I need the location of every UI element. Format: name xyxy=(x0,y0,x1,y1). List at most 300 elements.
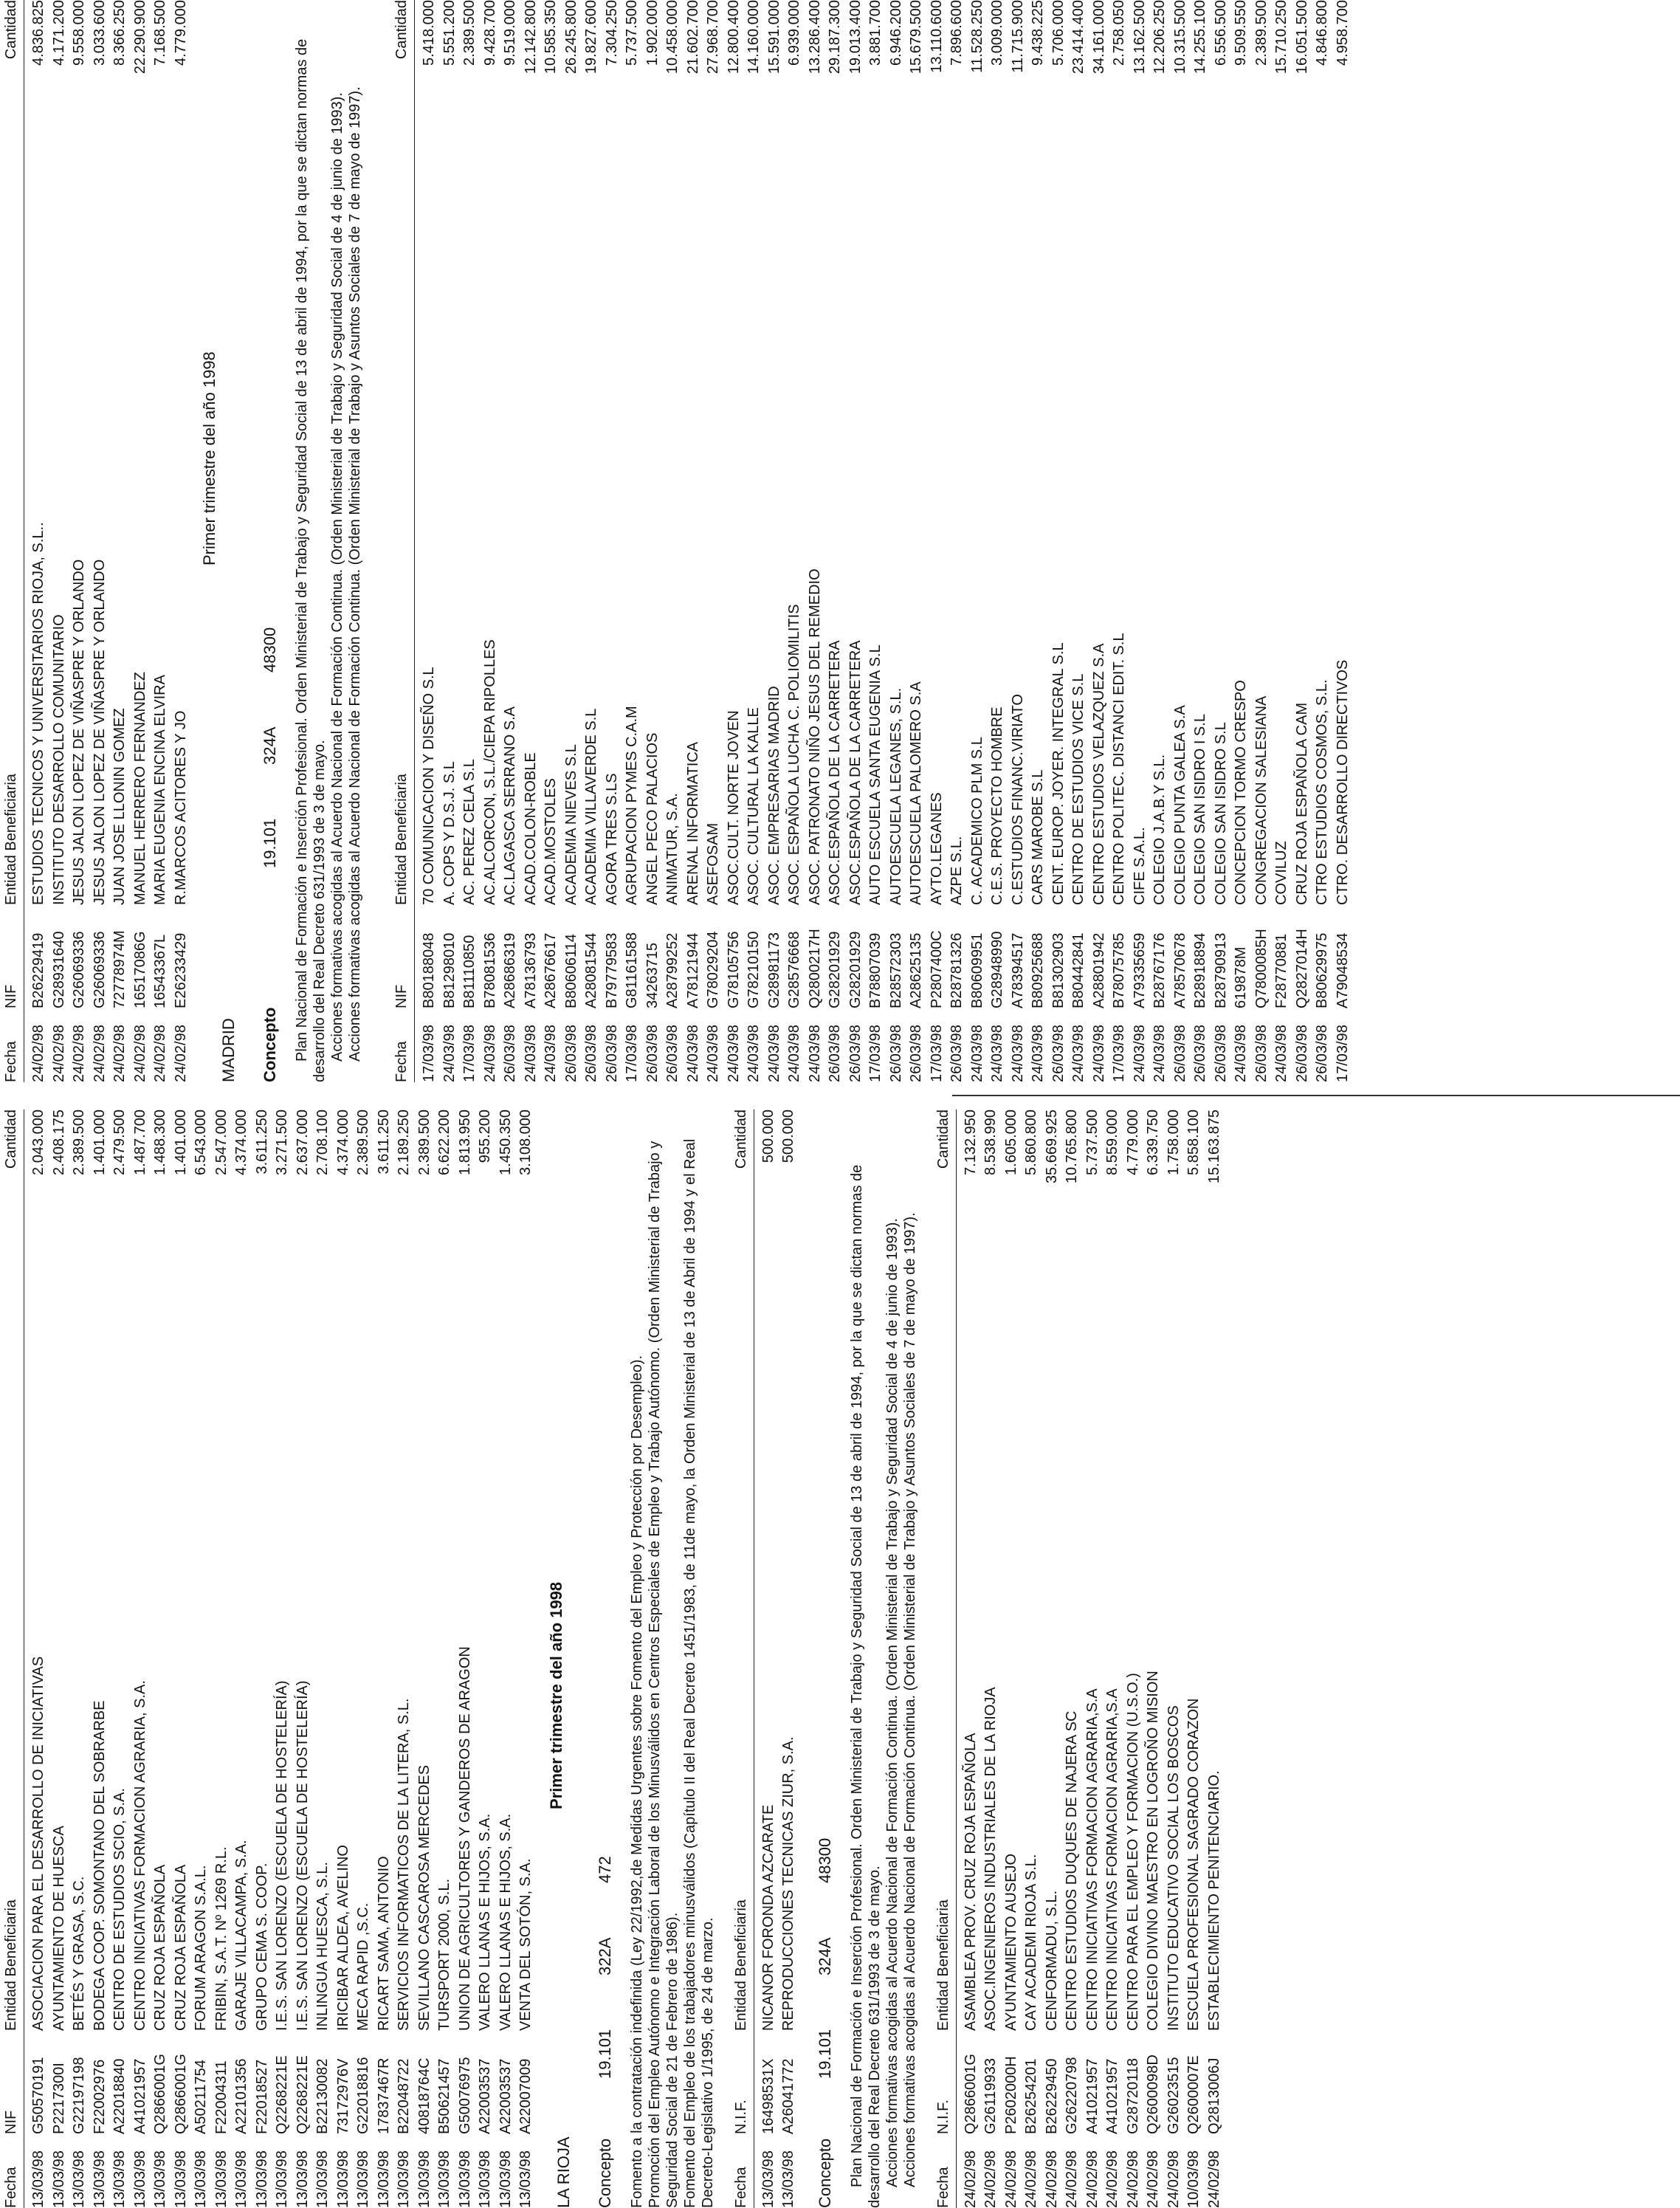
table-row xyxy=(805,0,826,1082)
row-fecha: 13/03/98 xyxy=(416,2150,433,2208)
row-nif: A78121944 xyxy=(684,932,701,1008)
row-fecha: 24/03/98 xyxy=(684,1025,701,1082)
table-row xyxy=(313,1110,334,2208)
row-cantidad: 8.366.250 xyxy=(111,0,128,66)
table-row xyxy=(374,1110,395,2208)
row-entidad: JESUS JALON LOPEZ DE VIÑASPRE Y ORLANDO xyxy=(71,559,87,905)
header-cantidad: Cantidad xyxy=(732,1110,749,1169)
row-nif: A28801942 xyxy=(1090,932,1107,1008)
row-cantidad: 500.000 xyxy=(780,1110,796,1163)
row-cantidad: 4.958.700 xyxy=(1334,0,1351,66)
row-nif: P2807400C xyxy=(928,930,945,1008)
row-fecha: 24/03/98 xyxy=(1070,1025,1087,1082)
row-nif: G22197198 xyxy=(71,2057,87,2134)
row-nif: Q2600098D xyxy=(1145,2054,1161,2134)
row-fecha: 26/03/98 xyxy=(603,1025,620,1082)
row-cantidad: 2.389.500 xyxy=(355,1110,371,1175)
row-entidad: BETÉS Y GRASA, S.C. xyxy=(71,1876,87,2031)
row-cantidad: 6.946.200 xyxy=(887,0,904,66)
row-nif: B28790913 xyxy=(1212,932,1229,1008)
row-fecha: 13/03/98 xyxy=(780,2150,796,2208)
row-cantidad: 13.286.400 xyxy=(806,0,823,75)
table-row xyxy=(516,1110,537,2208)
row-nif: G22018816 xyxy=(355,2057,371,2134)
row-nif: P2217300I xyxy=(50,2063,67,2134)
row-fecha: 26/03/98 xyxy=(887,1025,904,1082)
row-fecha: 24/02/98 xyxy=(1165,2150,1182,2208)
row-fecha: 13/03/98 xyxy=(477,2150,493,2208)
table-row xyxy=(334,1110,354,2208)
row-cantidad: 3.611.250 xyxy=(375,1110,392,1174)
row-nif: B80188048 xyxy=(421,932,437,1008)
row-nif: F22004311 xyxy=(213,2060,230,2134)
row-nif: E26233429 xyxy=(172,932,189,1008)
row-nif: B79779583 xyxy=(603,932,620,1008)
row-entidad: CRUZ ROJA ESPAÑOLA xyxy=(172,1864,189,2031)
trimestre-title: Primer trimestre del año 1998 xyxy=(546,1581,565,1809)
row-entidad: AYUNTAMIENTO DE HUESCA xyxy=(50,1826,67,2031)
row-cantidad: 8.538.990 xyxy=(982,1110,999,1175)
header-nif: N.I.F. xyxy=(934,2099,951,2134)
table-row xyxy=(1049,0,1070,1082)
row-nif: G28981173 xyxy=(765,932,782,1008)
row-fecha: 13/03/98 xyxy=(436,2150,452,2208)
table-row xyxy=(419,0,440,1082)
row-fecha: 24/03/98 xyxy=(1090,1025,1107,1082)
table-row xyxy=(1205,1110,1225,2208)
row-entidad: AC.LAGASCA SERRANO S.A xyxy=(502,706,518,905)
row-entidad: CENTRO ESTUDIOS DUQUES DE NAJERA SC xyxy=(1064,1710,1080,2031)
left-column xyxy=(0,1110,1680,2208)
row-cantidad: 14.160.000 xyxy=(746,0,762,75)
row-nif: G50570191 xyxy=(30,2057,47,2134)
table-row xyxy=(1333,0,1354,1082)
trimestre-title: Primer trimestre del año 1998 xyxy=(200,351,218,565)
row-nif: G26220798 xyxy=(1064,2057,1080,2134)
row-entidad: ANGEL PECO PALACIOS xyxy=(644,732,661,905)
row-fecha: 24/02/98 xyxy=(1124,2150,1141,2208)
row-cantidad: 1.902.000 xyxy=(644,0,661,66)
row-cantidad: 1.487.700 xyxy=(131,1110,148,1175)
concept-org: 19.101 xyxy=(815,2029,834,2079)
row-entidad: I.E.S. SAN LORENZO (ESCUELA DE HOSTELERÍA) xyxy=(294,1680,311,2031)
row-cantidad: 6.543.000 xyxy=(193,1110,209,1175)
concept-line xyxy=(261,0,280,1082)
table-row xyxy=(562,0,582,1082)
row-cantidad: 6.622.200 xyxy=(436,1110,452,1175)
row-entidad: A. COPS Y D.S.J. S.L xyxy=(441,761,458,905)
row-nif: G26119933 xyxy=(982,2057,999,2134)
row-fecha: 24/03/98 xyxy=(543,1025,559,1082)
row-cantidad: 1.401.000 xyxy=(172,1110,189,1175)
header-fecha: Fecha xyxy=(934,2167,951,2208)
row-cantidad: 2.758.050 xyxy=(1111,0,1127,66)
row-nif: A22003537 xyxy=(497,2058,514,2134)
header-rule xyxy=(956,1110,957,2208)
description-line: Plan Nacional de Formación e Inserción Profesional. Orden Ministerial de Trabajo y Seguridad Social de 13 de abril de 1994, por la que se dictan normas de desarrollo del Real Decreto 631/1993 de 3 de mayo. xyxy=(848,1164,883,2208)
table-row xyxy=(191,1110,212,2208)
row-fecha: 24/02/98 xyxy=(1145,2150,1161,2208)
row-fecha: 24/02/98 xyxy=(71,1025,87,1082)
table-header xyxy=(0,1110,22,2208)
row-cantidad: 5.706.000 xyxy=(1050,0,1067,66)
row-entidad: CENFORMADU, S.L. xyxy=(1043,1890,1060,2031)
table-row xyxy=(663,0,684,1082)
right-bottom-table xyxy=(419,0,1353,1082)
row-cantidad: 11.715.900 xyxy=(1009,0,1026,73)
row-fecha: 13/03/98 xyxy=(396,2150,412,2208)
row-entidad: COLEGIO DIVINO MAESTRO EN LOGROÑO MISION xyxy=(1145,1671,1161,2031)
row-entidad: NICANOR FORONDA AZCARATE xyxy=(760,1804,777,2031)
row-cantidad: 34.161.000 xyxy=(1090,0,1107,75)
row-cantidad: 8.559.000 xyxy=(1104,1110,1120,1175)
row-nif: A22018840 xyxy=(111,2058,128,2134)
row-fecha: 13/03/98 xyxy=(71,2150,87,2208)
row-entidad: VALERO LLANAS E HIJOS, S.A. xyxy=(477,1813,493,2031)
table-row xyxy=(110,1110,131,2208)
row-entidad: COVILUZ xyxy=(1273,841,1290,905)
row-cantidad: 2.043.000 xyxy=(30,1110,47,1175)
table-row xyxy=(394,1110,415,2208)
row-entidad: CONCEPCION TORMO CRESPO xyxy=(1233,680,1249,905)
row-entidad: C.E.S. PROYECTO HOMBRE xyxy=(989,706,1005,905)
row-fecha: 13/03/98 xyxy=(50,2150,67,2208)
table-row xyxy=(1211,0,1232,1082)
row-entidad: CIFE S.A.L. xyxy=(1131,827,1148,905)
table-row xyxy=(825,0,846,1082)
row-cantidad: 4.836.825 xyxy=(30,0,47,66)
row-cantidad: 5.858.100 xyxy=(1185,1110,1202,1175)
table-row xyxy=(90,0,111,1082)
row-cantidad: 4.171.200 xyxy=(50,0,67,66)
row-nif: F22002976 xyxy=(91,2059,108,2134)
row-nif: B81302903 xyxy=(1050,932,1067,1008)
row-cantidad: 15.710.250 xyxy=(1273,0,1290,75)
row-entidad: SEVILLANO CASCAROSA MERCEDES xyxy=(416,1764,433,2031)
table-row xyxy=(69,0,90,1082)
row-cantidad: 19.827.600 xyxy=(583,0,599,75)
row-nif: 16543367L xyxy=(152,934,168,1008)
row-entidad: VENTA DEL SOTÓN, S.A. xyxy=(517,1858,534,2031)
table-row xyxy=(151,1110,171,2208)
row-entidad: AUTOESCUELA PALOMERO S.A xyxy=(908,681,924,905)
table-row xyxy=(354,1110,374,2208)
row-cantidad: 10.585.350 xyxy=(543,0,559,75)
table-row xyxy=(1130,0,1151,1082)
row-nif: 40818764C xyxy=(416,2057,433,2134)
row-fecha: 13/03/98 xyxy=(152,2150,168,2208)
row-cantidad: 15.163.875 xyxy=(1205,1110,1222,1184)
table-row xyxy=(131,1110,151,2208)
row-cantidad: 1.813.950 xyxy=(456,1110,473,1175)
row-nif: G28948990 xyxy=(989,931,1005,1008)
row-entidad: CONGREGACION SALESIANA xyxy=(1253,695,1270,905)
header-fecha: Fecha xyxy=(393,1041,410,1082)
row-nif: 16498531X xyxy=(760,2058,777,2134)
row-fecha: 26/03/98 xyxy=(908,1025,924,1082)
concept-label: Concepto xyxy=(261,1007,279,1082)
row-cantidad: 13.162.500 xyxy=(1131,0,1148,75)
row-nif: A28676617 xyxy=(543,932,559,1008)
row-nif: G81161588 xyxy=(624,932,640,1008)
table-row xyxy=(622,0,643,1082)
header-entidad: Entidad Beneficiaria xyxy=(732,1899,749,2031)
row-entidad: ASOC.ESPAÑOLA DE LA CARRETERA xyxy=(827,640,843,905)
table-row xyxy=(906,0,927,1082)
row-cantidad: 3.108.000 xyxy=(517,1110,534,1175)
row-entidad: ASOC. EMPRESARIAS MADRID xyxy=(765,686,782,905)
description-line: Acciones formativas acogidas al Acuerdo Nacional de Formación Continua. (Orden Ministerial de Trabajo y Asuntos Sociales de 7 de mayo de 1997). xyxy=(347,86,363,1062)
header-fecha: Fecha xyxy=(3,1041,19,1082)
header-nif: NIF xyxy=(393,984,410,1008)
row-cantidad: 22.290.900 xyxy=(131,0,148,75)
row-fecha: 13/03/98 xyxy=(193,2150,209,2208)
row-fecha: 24/03/98 xyxy=(806,1025,823,1082)
row-nif: A28081544 xyxy=(583,932,599,1008)
right-column xyxy=(0,0,1680,1082)
row-nif: B22130082 xyxy=(314,2058,331,2134)
row-entidad: CENT. EUROP. JOYER. INTEGRAL S.L xyxy=(1050,642,1067,905)
row-nif: F28770881 xyxy=(1273,933,1290,1008)
table-row xyxy=(171,0,192,1082)
row-fecha: 26/03/98 xyxy=(827,1025,843,1082)
region-name: MADRID xyxy=(219,1018,238,1082)
table-row xyxy=(582,0,602,1082)
table-row xyxy=(1171,0,1191,1082)
table-row xyxy=(1042,1110,1063,2208)
row-entidad: CENTRO PARA EL EMPLEO Y FORMACION (U.S.O.) xyxy=(1124,1673,1141,2031)
row-entidad: AC.ALCORCON, S.L./CIEPA RIPOLLES xyxy=(481,639,498,905)
row-entidad: MECA RAPID ,S.C. xyxy=(355,1902,371,2031)
row-fecha: 24/02/98 xyxy=(30,1025,47,1082)
row-nif: B50621457 xyxy=(436,2058,452,2134)
row-nif: A50211754 xyxy=(193,2060,209,2134)
row-entidad: CENTRO ESTUDIOS VELAZQUEZ S.A xyxy=(1090,643,1107,905)
header-cantidad: Cantidad xyxy=(3,0,19,60)
row-cantidad: 10.315.500 xyxy=(1171,0,1188,75)
row-nif: P2602000H xyxy=(1002,2056,1019,2134)
table-row xyxy=(765,0,785,1082)
row-cantidad: 9.428.700 xyxy=(481,0,498,66)
row-fecha: 24/02/98 xyxy=(152,1025,168,1082)
row-entidad: ASOC.ESPAÑOLA DE LA CARRETERA xyxy=(847,640,864,905)
row-fecha: 24/03/98 xyxy=(1273,1025,1290,1082)
row-nif: Q2866001G xyxy=(152,2054,168,2134)
row-fecha: 13/03/98 xyxy=(334,2150,351,2208)
row-entidad: ACAD.COLON-ROBLE xyxy=(522,752,539,905)
row-entidad: AZPE S.L. xyxy=(949,836,965,905)
row-fecha: 26/03/98 xyxy=(664,1025,681,1082)
table-header xyxy=(932,1110,954,2208)
row-cantidad: 12.800.400 xyxy=(725,0,742,75)
row-fecha: 24/02/98 xyxy=(962,2150,979,2208)
table-row xyxy=(500,0,521,1082)
row-fecha: 26/03/98 xyxy=(1192,1025,1208,1082)
row-cantidad: 26.245.800 xyxy=(562,0,579,75)
row-fecha: 24/03/98 xyxy=(968,1025,985,1082)
table-row xyxy=(521,0,542,1082)
row-nif: G50076975 xyxy=(456,2057,473,2134)
row-cantidad: 2.189.250 xyxy=(396,1110,412,1175)
row-entidad: UNION DE AGRICULTORES Y GANDEROS DE ARAGON xyxy=(456,1646,473,2031)
row-entidad: R.MARCOS ACITORES Y JO xyxy=(172,710,189,905)
row-entidad: ASOC.CULT. NORTE JOVEN xyxy=(725,710,742,905)
table-row xyxy=(131,0,151,1082)
row-nif: B78081536 xyxy=(481,932,498,1008)
row-fecha: 24/02/98 xyxy=(91,1025,108,1082)
row-cantidad: 3.611.250 xyxy=(253,1110,270,1174)
row-entidad: 70 COMUNICACION Y DISEÑO S.L xyxy=(421,667,437,905)
row-entidad: AGRUPACION PYMES C.A.M xyxy=(624,706,640,905)
row-fecha: 24/03/98 xyxy=(725,1025,742,1082)
row-nif: 72778974M xyxy=(111,930,128,1008)
table-row xyxy=(1143,1110,1164,2208)
row-entidad: ANIMATUR, S.A. xyxy=(664,793,681,905)
row-fecha: 24/02/98 xyxy=(111,1025,128,1082)
row-fecha: 26/03/98 xyxy=(1253,1025,1270,1082)
row-cantidad: 4.374.000 xyxy=(334,1110,351,1175)
table-row xyxy=(1123,1110,1144,2208)
row-nif: Q2866001G xyxy=(962,2054,979,2134)
row-fecha: 13/03/98 xyxy=(131,2150,148,2208)
row-fecha: 13/03/98 xyxy=(517,2150,534,2208)
row-cantidad: 9.509.550 xyxy=(1233,0,1249,66)
row-entidad: JUAN JOSE LLONIN GOMEZ xyxy=(111,708,128,905)
row-fecha: 26/03/98 xyxy=(1314,1025,1330,1082)
table-row xyxy=(1164,1110,1185,2208)
row-entidad: SERVICIOS INFORMATICOS DE LA LITERA, S.L. xyxy=(396,1698,412,2031)
row-fecha: 24/03/98 xyxy=(746,1025,762,1082)
table-row xyxy=(1103,1110,1123,2208)
row-fecha: 13/03/98 xyxy=(456,2150,473,2208)
row-entidad: ESCUELA PROFESIONAL SAGRADO CORAZON xyxy=(1185,1698,1202,2031)
table-row xyxy=(1252,0,1273,1082)
row-nif: G78105756 xyxy=(725,931,742,1008)
row-fecha: 24/02/98 xyxy=(50,1025,67,1082)
row-nif: B80442841 xyxy=(1070,932,1087,1008)
row-entidad: INLINGUA HUESCA, S.L. xyxy=(314,1862,331,2031)
row-fecha: 26/03/98 xyxy=(1171,1025,1188,1082)
row-cantidad: 3.881.700 xyxy=(867,0,884,66)
row-cantidad: 4.779.000 xyxy=(172,0,189,66)
row-nif: A78136793 xyxy=(522,932,539,1008)
row-cantidad: 10.765.800 xyxy=(1064,1110,1080,1184)
row-nif: A41021957 xyxy=(1084,2058,1101,2134)
row-entidad: ASOC.INGENIEROS INDUSTRIALES DE LA RIOJA xyxy=(982,1687,999,2031)
table-row xyxy=(90,1110,111,2208)
row-cantidad: 16.051.500 xyxy=(1293,0,1310,75)
row-cantidad: 10.458.000 xyxy=(664,0,681,75)
row-fecha: 13/03/98 xyxy=(213,2150,230,2208)
row-nif: G28201929 xyxy=(827,931,843,1008)
row-nif: G28931640 xyxy=(50,931,67,1008)
row-cantidad: 14.255.100 xyxy=(1192,0,1208,75)
row-cantidad: 1.450.350 xyxy=(497,1110,514,1175)
table-row xyxy=(1231,0,1252,1082)
row-cantidad: 29.187.300 xyxy=(827,0,843,75)
table-row xyxy=(1109,0,1130,1082)
row-cantidad: 3.271.500 xyxy=(274,1110,290,1175)
table-row xyxy=(481,0,501,1082)
row-entidad: ASOC. ESPAÑOLA LUCHA C. POLIOMILITIS xyxy=(786,604,802,905)
row-fecha: 13/03/98 xyxy=(294,2150,311,2208)
row-fecha: 24/03/98 xyxy=(765,1025,782,1082)
row-fecha: 26/03/98 xyxy=(502,1025,518,1082)
row-cantidad: 13.110.600 xyxy=(928,0,945,73)
row-nif: B28781326 xyxy=(949,932,965,1008)
row-cantidad: 2.547.000 xyxy=(213,1110,230,1175)
row-cantidad: 7.304.250 xyxy=(603,0,620,66)
concept-description xyxy=(628,1110,717,2208)
left-mid-table xyxy=(759,1110,799,2208)
row-fecha: 26/03/98 xyxy=(847,1025,864,1082)
concept-line xyxy=(596,1110,615,2208)
row-nif: A22101356 xyxy=(233,2058,249,2134)
row-fecha: 26/03/98 xyxy=(644,1025,661,1082)
concept-line xyxy=(816,1110,835,2208)
row-entidad: FRIBIN, S.A.T. Nº 1269 R.L. xyxy=(213,1846,230,2031)
table-row xyxy=(252,1110,273,2208)
table-row xyxy=(968,0,988,1082)
left-top-table xyxy=(29,1110,537,2208)
row-entidad: CENTRO POLITEC. DISTANCI EDIT. S.L xyxy=(1111,633,1127,905)
row-entidad: COLEGIO SAN ISIDRO I S.L xyxy=(1192,714,1208,905)
row-entidad: CENTRO INICIATIVAS FORMACION AGRARIA,S.A xyxy=(1084,1688,1101,2031)
row-nif: 17837467R xyxy=(375,2057,392,2134)
concept-org: 19.101 xyxy=(261,818,279,868)
row-cantidad: 4.846.800 xyxy=(1314,0,1330,66)
table-header xyxy=(390,0,413,1082)
row-fecha: 13/03/98 xyxy=(314,2150,331,2208)
table-row xyxy=(1008,0,1029,1082)
row-fecha: 13/03/98 xyxy=(172,2150,189,2208)
row-nif: B80609951 xyxy=(968,932,985,1008)
row-nif: B26229450 xyxy=(1043,2058,1060,2134)
row-nif: Q2813006J xyxy=(1205,2057,1222,2134)
row-cantidad: 12.142.800 xyxy=(522,0,539,75)
row-entidad: CENTRO INICIATIVAS FORMACION AGRARIA,S.A xyxy=(1104,1688,1120,2031)
row-nif: Q2268221E xyxy=(294,2055,311,2134)
row-fecha: 13/03/98 xyxy=(233,2150,249,2208)
row-cantidad: 35.669.925 xyxy=(1043,1110,1060,1184)
table-header xyxy=(0,0,22,1082)
row-entidad: ACADEMIA NIEVES S.L xyxy=(562,744,579,905)
row-entidad: CRUZ ROJA ESPAÑOLA xyxy=(152,1864,168,2031)
row-entidad: AGORA TRES S.LS xyxy=(603,773,620,905)
header-rule xyxy=(414,0,415,1082)
row-fecha: 24/03/98 xyxy=(481,1025,498,1082)
row-fecha: 13/03/98 xyxy=(111,2150,128,2208)
row-nif: B81110850 xyxy=(461,935,478,1008)
row-cantidad: 500.000 xyxy=(760,1110,777,1163)
row-nif: G28201929 xyxy=(847,931,864,1008)
row-nif: A79335659 xyxy=(1131,932,1148,1008)
table-row xyxy=(779,1110,799,2208)
row-cantidad: 11.528.250 xyxy=(968,0,985,73)
row-entidad: IRICIBAR ALDEA, AVELINO xyxy=(334,1845,351,2031)
row-fecha: 24/03/98 xyxy=(1131,1025,1148,1082)
row-entidad: CENTRO DE ESTUDIOS SCIO, S.A. xyxy=(111,1788,128,2031)
table-header xyxy=(730,1110,752,2208)
row-entidad: ARENAL INFORMATICA xyxy=(684,741,701,905)
table-row xyxy=(1292,0,1313,1082)
row-cantidad: 3.009.000 xyxy=(989,0,1005,66)
row-fecha: 24/03/98 xyxy=(522,1025,539,1082)
row-nif: Q2866001G xyxy=(172,2054,189,2134)
row-cantidad: 9.519.000 xyxy=(502,0,518,66)
row-nif: A28686319 xyxy=(502,932,518,1008)
row-entidad: ASEFOSAM xyxy=(705,822,721,905)
